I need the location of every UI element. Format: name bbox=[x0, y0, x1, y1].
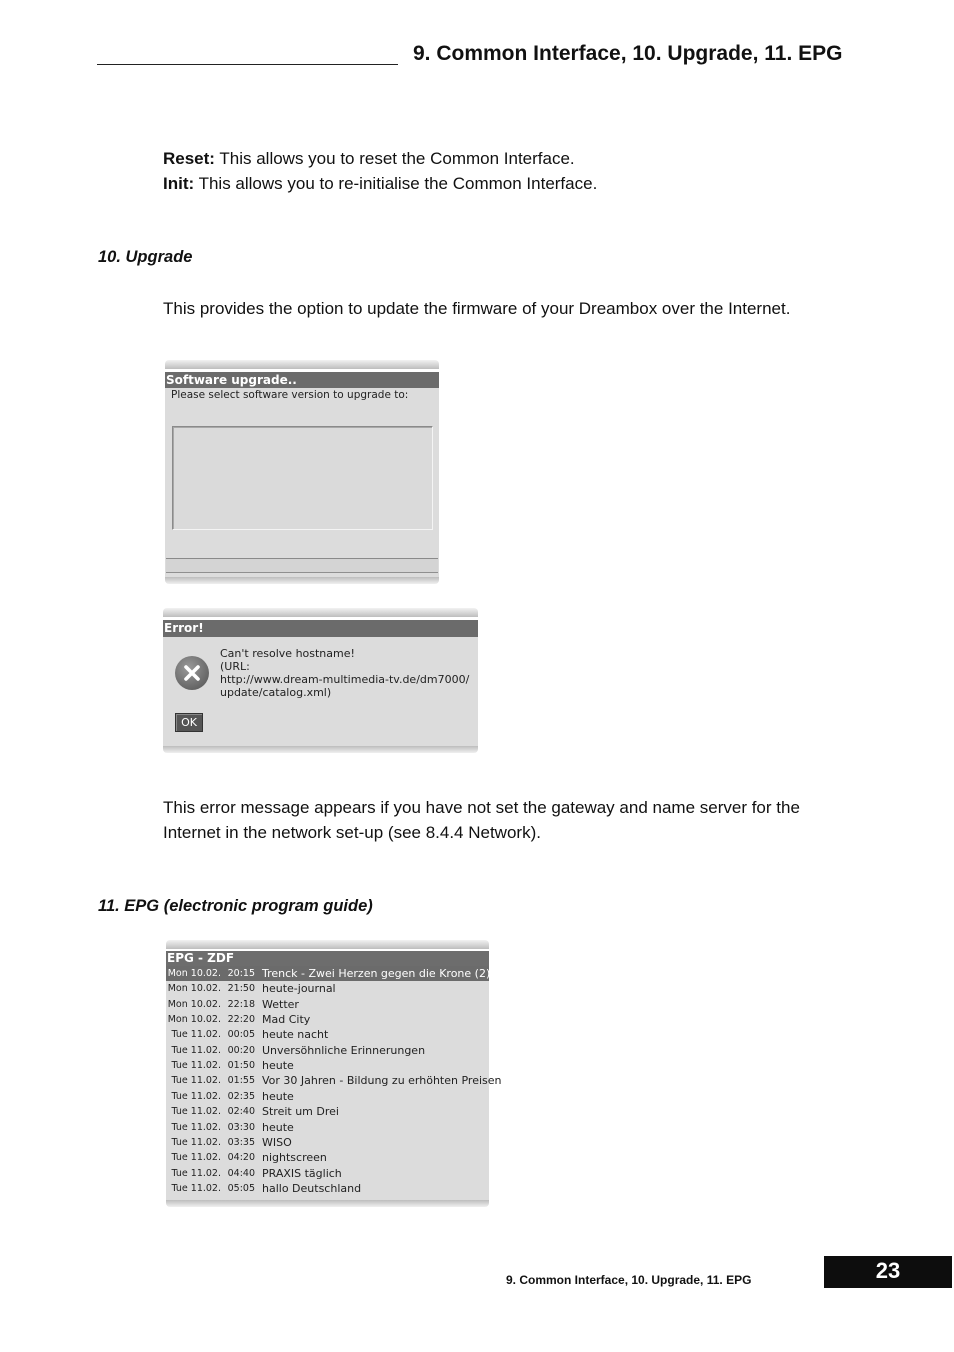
footer-text: 9. Common Interface, 10. Upgrade, 11. EPG bbox=[506, 1273, 752, 1287]
epg-entry-program: hallo Deutschland bbox=[262, 1181, 362, 1195]
epg-entry-date: Tue 11.02. bbox=[171, 1090, 221, 1102]
epg-entry[interactable] bbox=[166, 1089, 489, 1104]
page-title: 9. Common Interface, 10. Upgrade, 11. EPG bbox=[413, 42, 843, 65]
epg-entry-time: 21:50 bbox=[227, 983, 255, 995]
epg-title: EPG - ZDF bbox=[166, 951, 489, 966]
epg-entry-program: Unversöhnliche Erinnerungen bbox=[262, 1043, 426, 1057]
software-upgrade-dialog bbox=[165, 360, 439, 584]
epg-entry-time: 01:50 bbox=[227, 1060, 255, 1072]
epg-entry-program: heute bbox=[262, 1089, 294, 1103]
reset-text: This allows you to reset the Common Interface. bbox=[214, 149, 575, 168]
epg-heading: 11. EPG (electronic program guide) bbox=[98, 897, 373, 915]
epg-entry-time: 04:20 bbox=[227, 1152, 255, 1164]
epg-entry-date: Tue 11.02. bbox=[171, 1121, 221, 1133]
epg-entry-time: 02:35 bbox=[227, 1090, 255, 1102]
epg-entry-time: 22:18 bbox=[227, 998, 255, 1010]
dialog-top-bevel bbox=[163, 608, 478, 617]
error-x-icon bbox=[175, 656, 209, 690]
error-dialog bbox=[163, 608, 478, 753]
epg-entry-time: 20:15 bbox=[227, 968, 255, 979]
upgrade-prompt: Please select software version to upgrade to: bbox=[171, 389, 409, 401]
epg-entry[interactable] bbox=[166, 1120, 489, 1135]
epg-entry-date: Tue 11.02. bbox=[171, 1060, 221, 1072]
epg-entry-program: Mad City bbox=[262, 1013, 311, 1027]
epg-top-bevel bbox=[166, 940, 489, 949]
epg-entry-program: Streit um Drei bbox=[262, 1105, 339, 1119]
epg-entry[interactable] bbox=[166, 1181, 489, 1196]
error-message-line: (URL: bbox=[220, 660, 250, 673]
epg-entry[interactable] bbox=[166, 1150, 489, 1165]
epg-entry-time: 03:35 bbox=[227, 1136, 255, 1148]
epg-entry-time: 05:05 bbox=[227, 1182, 255, 1194]
header-rule bbox=[97, 64, 398, 65]
error-message bbox=[220, 647, 469, 699]
epg-entry-date: Tue 11.02. bbox=[171, 1106, 221, 1118]
epg-entry-program: nightscreen bbox=[262, 1151, 327, 1165]
epg-entry[interactable] bbox=[166, 1104, 489, 1119]
init-term: Init: bbox=[163, 174, 195, 193]
epg-bottom-bevel bbox=[166, 1200, 489, 1207]
error-message-line: update/catalog.xml) bbox=[220, 686, 332, 699]
epg-entry-date: Tue 11.02. bbox=[171, 1152, 221, 1164]
epg-entry-time: 03:30 bbox=[227, 1121, 255, 1133]
epg-entry-program: heute nacht bbox=[262, 1028, 329, 1042]
epg-entry-date: Tue 11.02. bbox=[171, 1182, 221, 1194]
epg-entry[interactable] bbox=[166, 1073, 502, 1088]
epg-entry-time: 02:40 bbox=[227, 1106, 255, 1118]
epg-entry-program: heute bbox=[262, 1120, 294, 1134]
epg-entry-date: Tue 11.02. bbox=[171, 1167, 221, 1179]
epg-entry[interactable] bbox=[166, 1027, 489, 1042]
epg-list bbox=[166, 966, 502, 1200]
epg-entry-time: 04:40 bbox=[227, 1167, 255, 1179]
epg-window bbox=[166, 940, 502, 1207]
epg-entry-date: Tue 11.02. bbox=[171, 1044, 221, 1056]
epg-entry-time: 01:55 bbox=[227, 1075, 255, 1087]
dialog-body bbox=[165, 388, 439, 577]
epg-entry-date: Mon 10.02. bbox=[167, 968, 221, 979]
epg-entry[interactable] bbox=[166, 1043, 489, 1058]
upgrade-description: This provides the option to update the firmware of your Dreambox over the Internet. bbox=[163, 299, 791, 318]
dialog-bottom-bevel bbox=[163, 746, 478, 753]
error-title: Error! bbox=[163, 620, 478, 637]
error-message-line: Can't resolve hostname! bbox=[220, 647, 355, 660]
epg-entry[interactable] bbox=[166, 1166, 489, 1181]
init-description bbox=[163, 171, 843, 196]
epg-entry-date: Tue 11.02. bbox=[171, 1029, 221, 1041]
epg-entry-date: Tue 11.02. bbox=[171, 1075, 221, 1087]
status-bar bbox=[166, 558, 438, 573]
epg-entry-time: 22:20 bbox=[227, 1014, 255, 1026]
dialog-top-bevel bbox=[165, 360, 439, 369]
epg-entry-program: Vor 30 Jahren - Bildung zu erhöhten Preisen bbox=[262, 1074, 502, 1088]
epg-entry[interactable] bbox=[166, 981, 489, 996]
epg-entry-time: 00:05 bbox=[227, 1029, 255, 1041]
epg-entry-date: Mon 10.02. bbox=[167, 998, 221, 1010]
epg-entry-program: heute bbox=[262, 1059, 294, 1073]
epg-entry-date: Tue 11.02. bbox=[171, 1136, 221, 1148]
init-text: This allows you to re-initialise the Common Interface. bbox=[194, 174, 598, 193]
epg-entry[interactable] bbox=[166, 1012, 489, 1027]
version-list[interactable] bbox=[172, 426, 433, 530]
reset-description bbox=[163, 146, 843, 171]
epg-entry[interactable] bbox=[166, 1058, 489, 1073]
dialog-bottom-bevel bbox=[165, 577, 439, 584]
epg-entry-program: PRAXIS täglich bbox=[262, 1166, 342, 1180]
page-number: 23 bbox=[824, 1256, 952, 1288]
dialog-title: Software upgrade.. bbox=[165, 372, 439, 388]
error-message-line: http://www.dream-multimedia-tv.de/dm7000/ bbox=[220, 673, 470, 686]
epg-entry-program: WISO bbox=[262, 1135, 292, 1149]
epg-entry-date: Mon 10.02. bbox=[167, 1014, 221, 1026]
epg-entry[interactable] bbox=[166, 966, 489, 981]
upgrade-heading: 10. Upgrade bbox=[98, 248, 193, 266]
epg-entry-program: Wetter bbox=[262, 997, 299, 1011]
epg-entry[interactable] bbox=[166, 997, 489, 1012]
ok-button[interactable]: OK bbox=[175, 713, 203, 732]
error-note: This error message appears if you have not set the gateway and name server for the Internet in the network set-up (see 8.4.4 Network). bbox=[163, 798, 800, 842]
epg-entry-program: heute-journal bbox=[262, 982, 336, 996]
epg-entry-time: 00:20 bbox=[227, 1044, 255, 1056]
epg-entry-date: Mon 10.02. bbox=[167, 983, 221, 995]
reset-term: Reset: bbox=[163, 149, 215, 168]
epg-entry[interactable] bbox=[166, 1135, 489, 1150]
error-body bbox=[163, 637, 478, 746]
epg-entry-program: Trenck - Zwei Herzen gegen die Krone (2) bbox=[262, 967, 491, 980]
